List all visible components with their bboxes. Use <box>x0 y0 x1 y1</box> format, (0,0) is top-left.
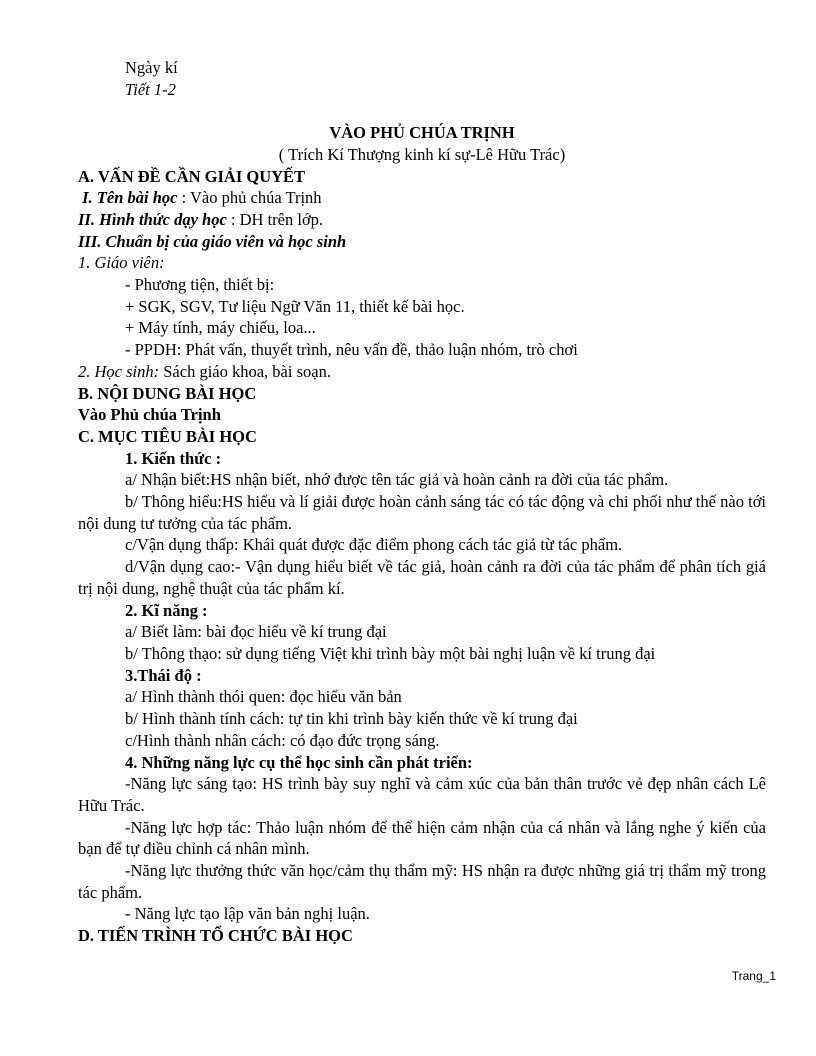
knowledge-item: a/ Nhận biết:HS nhận biết, nhớ được tên tác giả và hoàn cảnh ra đời của tác phẩm. <box>125 470 669 490</box>
teacher-line: - Phương tiện, thiết bị: <box>125 275 275 295</box>
preparation-heading: III. Chuẩn bị của giáo viên và học sinh <box>78 231 347 251</box>
section-b-heading: B. NỘI DUNG BÀI HỌC <box>78 383 257 403</box>
teaching-form-row <box>78 209 766 231</box>
lesson-name-label: I. Tên bài học <box>82 188 178 208</box>
date-label: Ngày kí <box>125 58 178 77</box>
knowledge-item: d/Vận dụng cao:- Vận dụng hiểu biết về tác giả, hoàn cảnh ra đời của tác phẩm để phân tích giá trị nội dung, nghệ thuật của tác phẩm kí. <box>78 557 766 598</box>
lesson-name-value: : Vào phủ chúa Trịnh <box>177 188 322 208</box>
page-content <box>78 57 766 947</box>
skills-item: a/ Biết làm: bài đọc hiểu về kí trung đại <box>125 622 387 642</box>
student-value: Sách giáo khoa, bài soạn. <box>159 361 331 381</box>
knowledge-heading: 1. Kiến thức : <box>125 448 222 468</box>
teaching-form-label: II. Hình thức dạy học <box>78 209 227 229</box>
attitude-heading: 3.Thái độ : <box>125 665 202 685</box>
document-subtitle: ( Trích Kí Thượng kinh kí sự-Lê Hữu Trác) <box>278 144 566 164</box>
section-d-heading: D. TIẾN TRÌNH TỔ CHỨC BÀI HỌC <box>78 926 353 946</box>
student-row <box>78 361 766 383</box>
page-number: Trang_1 <box>731 969 776 983</box>
teacher-line: + SGK, SGV, Tư liệu Ngữ Văn 11, thiết kế bài học. <box>125 296 465 316</box>
competency-item: - Năng lực tạo lập văn bản nghị luận. <box>125 904 370 924</box>
teacher-line: + Máy tính, máy chiếu, loa... <box>125 318 316 338</box>
lesson-title: Vào Phủ chúa Trịnh <box>78 405 221 425</box>
competency-item: -Năng lực hợp tác: Thảo luận nhóm để thể hiện cảm nhận của cá nhân và lắng nghe ý kiến của bạn để tự điều chỉnh cá nhân mình. <box>78 817 766 859</box>
competency-item: -Năng lực thưởng thức văn học/cảm thụ thẩm mỹ: HS nhận ra được những giá trị thẩm mỹ trong tác phẩm. <box>78 861 766 902</box>
spacer <box>78 100 766 122</box>
competency-item: -Năng lực sáng tạo: HS trình bày suy nghĩ và cảm xúc của bản thân trước vẻ đẹp nhân cách Lê Hữu Trác. <box>78 774 766 815</box>
teacher-label: 1. Giáo viên: <box>78 253 165 273</box>
section-a-heading: A. VẤN ĐỀ CẦN GIẢI QUYẾT <box>78 166 306 186</box>
student-label: 2. Học sinh: <box>78 361 160 381</box>
section-c-heading: C. MỤC TIÊU BÀI HỌC <box>78 426 257 446</box>
lesson-name-row <box>78 187 766 209</box>
teacher-line: - PPDH: Phát vấn, thuyết trình, nêu vấn đề, thảo luận nhóm, trò chơi <box>125 340 578 360</box>
skills-item: b/ Thông thạo: sử dụng tiếng Việt khi trình bày một bài nghị luận về kí trung đại <box>125 643 656 663</box>
attitude-item: c/Hình thành nhân cách: có đạo đức trọng sáng. <box>125 730 440 750</box>
competency-heading: 4. Những năng lực cụ thể học sinh cần phát triển: <box>125 752 473 772</box>
knowledge-item: b/ Thông hiểu:HS hiểu và lí giải được hoàn cảnh sáng tác có tác động và chi phối như thế nào tới nội dung tư tưởng của tác phẩm. <box>78 492 766 533</box>
knowledge-item: c/Vận dụng thấp: Khái quát được đặc điểm phong cách tác giả từ tác phẩm. <box>125 535 623 555</box>
attitude-item: b/ Hình thành tính cách: tự tin khi trình bày kiến thức về kí trung đại <box>125 709 578 729</box>
skills-heading: 2. Kĩ năng : <box>125 600 208 620</box>
lesson-period: Tiết 1-2 <box>125 79 176 99</box>
attitude-item: a/ Hình thành thói quen: đọc hiểu văn bản <box>125 687 402 707</box>
teaching-form-value: : DH trên lớp. <box>226 209 324 229</box>
document-title: VÀO PHỦ CHÚA TRỊNH <box>329 123 515 143</box>
